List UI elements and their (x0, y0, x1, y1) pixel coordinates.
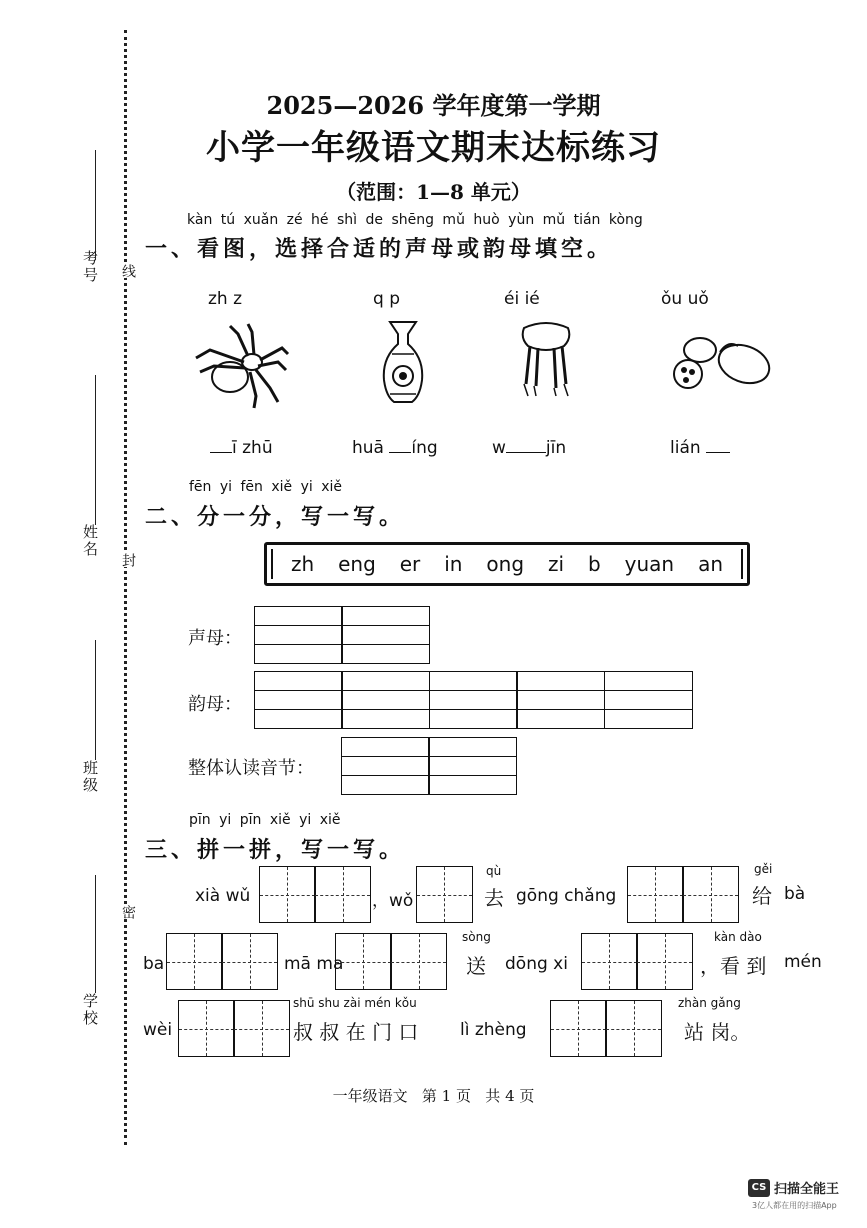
page-title: 小学一年级语文期末达标练习 (206, 128, 661, 168)
char-cell[interactable] (636, 933, 693, 990)
char-grid (179, 1000, 290, 1057)
page-footer: 一年级语文 第 1 页 共 4 页 (332, 1087, 535, 1105)
writing-cell[interactable] (341, 606, 430, 664)
syllable-item: zi (547, 552, 565, 576)
char-cell[interactable] (335, 933, 392, 990)
syllable-strip (264, 542, 750, 586)
watermark-sub: 3亿人都在用的扫描App (752, 1201, 837, 1210)
zhengti-label: 整体认读音节： (188, 758, 314, 779)
pinyin-zhangang: zhàn gǎng (678, 996, 741, 1010)
chars-zhangang: 站 岗。 (684, 1020, 751, 1044)
char-cell[interactable] (314, 866, 371, 923)
section1-title: 一、看图，选择合适的声母或韵母填空。 (145, 236, 614, 262)
cs-logo-icon: CS (748, 1179, 770, 1197)
char-cell[interactable] (178, 1000, 235, 1057)
char-grid (167, 933, 278, 990)
syllable-item: ong (486, 552, 525, 576)
shengmu-grid (255, 606, 430, 664)
scanner-watermark (748, 1178, 839, 1197)
year-title: 2025—2026 学年度第一学期 (266, 91, 601, 120)
char-grid (260, 866, 371, 923)
pinyin-ba: bà (784, 884, 806, 904)
school-label: 学校 (81, 993, 99, 1027)
char-cell[interactable] (233, 1000, 290, 1057)
char-grid (336, 933, 447, 990)
class-line (95, 640, 96, 760)
answer-scarf: w jīn (492, 438, 567, 458)
char-cell[interactable] (581, 933, 638, 990)
writing-cell[interactable] (254, 671, 343, 729)
answer-lotus: lián (670, 438, 730, 458)
char-gei: 给 (752, 884, 772, 908)
syllable-item: in (444, 552, 463, 576)
school-line (95, 875, 96, 993)
char-grid (582, 933, 693, 990)
char-cell[interactable] (416, 866, 473, 923)
option-spider: zh z (208, 289, 243, 309)
char-song: 送 (466, 954, 486, 978)
char-grid (628, 866, 739, 923)
syllable-item: b (588, 552, 601, 576)
pinyin-gongchang: gōng chǎng (516, 886, 617, 906)
pinyin-wo: ，wǒ (372, 891, 414, 911)
writing-cell[interactable] (254, 606, 343, 664)
syllable-item: zh (290, 552, 315, 576)
pinyin-xiawu: xià wǔ (195, 886, 251, 906)
shengmu-label: 声母： (188, 628, 242, 649)
section2-pinyin: fēn yi fēn xiě yi xiě (189, 479, 343, 495)
char-kandao: ，看 到 (700, 954, 767, 978)
pinyin-mama: mā ma (284, 954, 344, 974)
seal-close-char: 密 (120, 905, 136, 919)
option-lotus: ǒu uǒ (661, 289, 709, 309)
char-cell[interactable] (627, 866, 684, 923)
pinyin-men: mén (784, 952, 822, 972)
syllable-item: er (399, 552, 421, 576)
watermark-brand: 扫描全能王 (774, 1182, 840, 1197)
char-qu: 去 (484, 886, 504, 910)
syllable-item: an (698, 552, 723, 576)
pinyin-lizheng: lì zhèng (460, 1020, 527, 1040)
pinyin-gei: gěi (754, 862, 773, 876)
option-vase: q p (373, 289, 400, 309)
class-label: 班级 (81, 760, 99, 794)
writing-cell[interactable] (341, 737, 430, 795)
syllable-item: eng (338, 552, 376, 576)
yunmu-grid (255, 671, 693, 729)
exam-no-label: 考号 (81, 250, 99, 284)
seal-line-char: 线 (120, 264, 136, 278)
pinyin-song: sòng (462, 930, 491, 944)
char-cell[interactable] (605, 1000, 662, 1057)
char-cell[interactable] (221, 933, 278, 990)
char-cell[interactable] (259, 866, 316, 923)
lotus-root-icon (668, 330, 772, 394)
seal-seal-char: 封 (120, 553, 136, 567)
section3-title: 三、拼一拼，写一写。 (145, 837, 406, 863)
chars-shushu-zaimenkou: 叔 叔 在 门 口 (293, 1020, 419, 1044)
char-cell[interactable] (390, 933, 447, 990)
pinyin-shushu-zaimenkou: shū shu zài mén kǒu (293, 996, 417, 1010)
scarf-icon (518, 318, 574, 398)
pinyin-ba2: ba (143, 954, 165, 974)
char-grid (551, 1000, 662, 1057)
section3-pinyin: pīn yi pīn xiě yi xiě (189, 812, 341, 828)
writing-cell[interactable] (429, 671, 518, 729)
answer-vase: huā íng (352, 438, 438, 458)
answer-spider: ī zhū (210, 438, 273, 458)
name-label: 姓名 (81, 524, 99, 558)
vase-icon (378, 318, 428, 406)
char-cell[interactable] (550, 1000, 607, 1057)
pinyin-dongxi: dōng xi (505, 954, 568, 974)
yunmu-label: 韵母： (188, 694, 242, 715)
section2-title: 二、分一分，写一写。 (145, 504, 406, 530)
pinyin-kandao: kàn dào (714, 930, 762, 944)
writing-cell[interactable] (428, 737, 517, 795)
zhengti-grid (342, 737, 517, 795)
section1-pinyin: kàn tú xuǎn zé hé shì de shēng mǔ huò yùn mǔ tián kòng (187, 212, 643, 228)
pinyin-wei: wèi (143, 1020, 173, 1040)
pinyin-qu: qù (486, 864, 502, 878)
char-cell[interactable] (166, 933, 223, 990)
spider-icon (190, 322, 290, 412)
char-cell[interactable] (682, 866, 739, 923)
writing-cell[interactable] (516, 671, 605, 729)
scope-subtitle: （范围：1—8 单元） (336, 180, 531, 204)
name-line (95, 375, 96, 525)
option-scarf: éi ié (504, 289, 540, 309)
writing-cell[interactable] (604, 671, 693, 729)
char-grid (417, 866, 473, 923)
writing-cell[interactable] (341, 671, 430, 729)
syllable-item: yuan (624, 552, 675, 576)
